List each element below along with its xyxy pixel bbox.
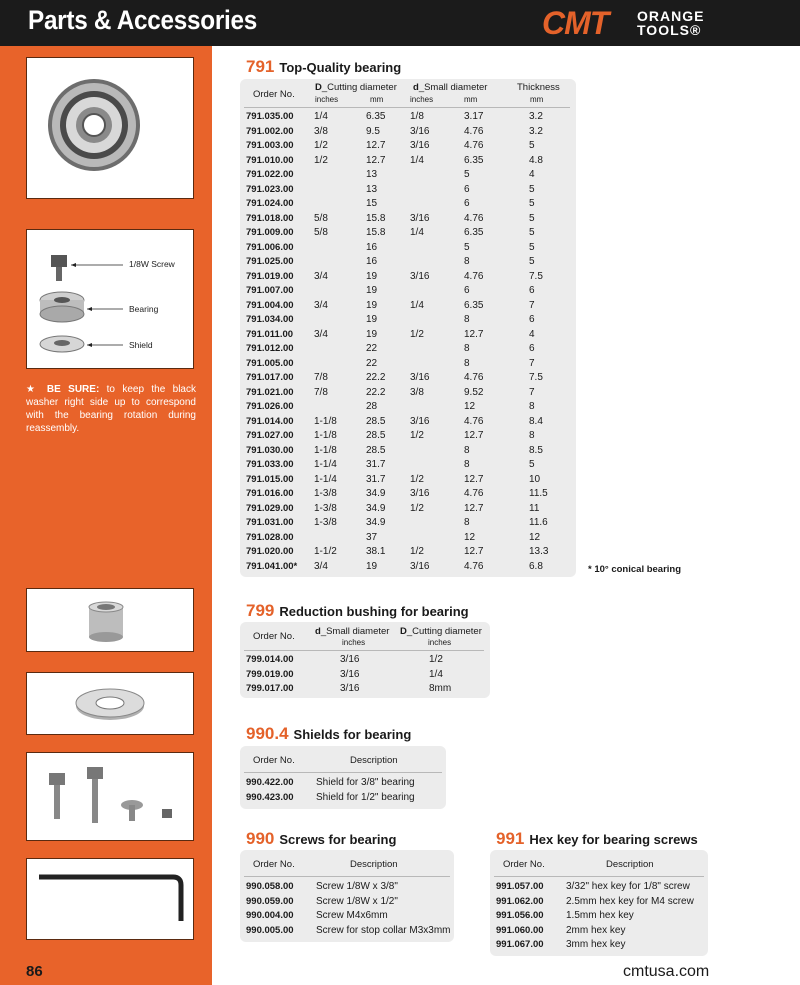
order-number: 791.025.00: [246, 256, 294, 267]
table-cell: 22: [366, 343, 378, 354]
bushing-image: [27, 589, 193, 651]
shield-image: [27, 673, 193, 734]
order-number: 791.002.00: [246, 125, 294, 137]
order-number: 791.011.00: [246, 328, 294, 340]
order-number: 791.031.00: [246, 517, 294, 528]
table-cell: 3/16: [410, 140, 430, 151]
col-cutting: [400, 626, 482, 637]
table-cell: 12.7: [464, 430, 484, 441]
order-number: 791.018.00: [246, 212, 294, 224]
table-cell: 8: [464, 343, 470, 354]
table-cell: 7/8: [314, 386, 328, 398]
table-cell: 1-3/8: [314, 502, 337, 514]
col-cutting-label: _Cutting diameter: [321, 82, 397, 93]
footer-url[interactable]: cmtusa.com: [623, 963, 710, 980]
table-cell: 3/4: [314, 299, 328, 311]
table-991: [490, 850, 708, 956]
table-cell: 5: [529, 459, 535, 470]
order-number: 791.028.00: [246, 531, 294, 543]
table-cell: 19: [366, 328, 378, 340]
table-791: [240, 79, 576, 577]
order-number: 791.029.00: [246, 502, 294, 514]
table-cell: 3.2: [529, 111, 543, 122]
order-number: 799.014.00: [246, 654, 294, 665]
table-cell: 4.8: [529, 154, 543, 166]
table-cell: 8: [464, 444, 470, 456]
table-cell: 7.5: [529, 372, 543, 383]
order-number: 791.016.00: [246, 488, 294, 499]
section-990-name: Screws for bearing: [279, 832, 397, 847]
table-990: [240, 850, 454, 942]
table-cell: 28.5: [366, 444, 386, 456]
be-sure-note: [26, 383, 196, 435]
order-number: 791.041.00*: [246, 560, 298, 572]
table-cell: 3/16: [410, 372, 430, 383]
order-number: 791.007.00: [246, 285, 294, 296]
table-cell: 6.35: [464, 227, 484, 238]
table-cell: 1/2: [410, 546, 424, 557]
table-cell: 3/4: [314, 328, 328, 340]
section-990-number: 990: [246, 829, 275, 848]
be-sure-text: to keep the black washer right side up to correspond with the bearing rotation during reassembly.: [26, 384, 196, 434]
table-cell: 12: [529, 531, 541, 543]
table-cell: 3/16: [410, 212, 430, 224]
brand-sub: [637, 9, 704, 37]
table-cell: 3/16: [410, 415, 430, 427]
col-description: Description: [350, 859, 398, 870]
order-number: 791.020.00: [246, 546, 294, 557]
unit-mm-1: mm: [370, 95, 384, 104]
table-cell: 4.76: [464, 270, 484, 282]
table-cell: Shield for 3/8" bearing: [316, 777, 415, 788]
col-thickness: Thickness: [517, 82, 560, 93]
table-cell: 8: [464, 517, 470, 528]
order-number: 799.019.00: [246, 668, 294, 680]
table-cell: 6.35: [366, 111, 386, 122]
table-cell: 19: [366, 314, 378, 325]
table-cell: 3/16: [340, 654, 360, 665]
table-cell: 6: [529, 343, 535, 354]
col-cutting: [315, 82, 397, 93]
table-cell: 28.5: [366, 415, 386, 427]
table-cell: 3.17: [464, 111, 484, 122]
section-799-name: Reduction bushing for bearing: [279, 604, 469, 619]
bearing-assembly-diagram: [27, 230, 193, 368]
order-number: 791.026.00: [246, 401, 294, 412]
table-cell: Screw 1/8W x 1/2": [316, 895, 398, 907]
table-cell: 1/4: [314, 111, 328, 122]
order-number: 991.067.00: [496, 939, 544, 950]
table-cell: 12: [464, 401, 476, 412]
table-cell: 6: [529, 285, 535, 296]
col-cutting-label: _Cutting diameter: [406, 626, 482, 637]
table-cell: 4.76: [464, 125, 484, 137]
table-cell: 8: [464, 256, 470, 267]
brand-line2: TOOLS®: [637, 22, 702, 38]
table-cell: 7/8: [314, 372, 328, 383]
table-cell: 37: [366, 531, 378, 543]
shield-photo-panel: [26, 672, 194, 735]
bearing-image: [27, 58, 193, 198]
table-cell: 3.2: [529, 125, 543, 137]
col-order: Order No.: [503, 859, 545, 870]
table-cell: 5: [529, 227, 535, 238]
table-cell: 3/16: [410, 560, 430, 572]
table-cell: 6.35: [464, 154, 484, 166]
table-cell: 1/8: [410, 111, 424, 122]
table-cell: 31.7: [366, 459, 386, 470]
order-number: 791.022.00: [246, 169, 294, 180]
section-799-number: 799: [246, 601, 275, 620]
table-cell: 6: [464, 198, 470, 209]
table-cell: 6: [464, 285, 470, 296]
table-cell: 7: [529, 299, 535, 311]
unit-inches-1: inches: [315, 95, 339, 104]
table-cell: 4.76: [464, 415, 484, 427]
conical-note: * 10° conical bearing: [588, 564, 682, 575]
bearing-assembly-panel: [26, 229, 194, 369]
table-cell: 10: [529, 473, 541, 485]
table-cell: 11.6: [529, 517, 548, 528]
unit-inches-2: inches: [428, 638, 452, 647]
table-cell: 1/2: [314, 154, 328, 166]
table-cell: Screw 1/8W x 3/8": [316, 881, 398, 892]
table-cell: 1-1/8: [314, 430, 337, 441]
section-799-title: [246, 601, 469, 621]
order-number: 990.059.00: [246, 895, 294, 907]
star-icon: ★: [26, 384, 40, 395]
header-rule: [494, 876, 704, 877]
table-cell: 5: [529, 198, 535, 209]
table-cell: 1/4: [410, 227, 424, 238]
table-cell: 2mm hex key: [566, 924, 626, 936]
table-cell: 5: [529, 241, 535, 253]
unit-inches-2: inches: [410, 95, 434, 104]
table-cell: 28: [366, 401, 378, 412]
header-rule: [244, 772, 442, 773]
order-number: 791.027.00: [246, 430, 294, 441]
table-cell: 19: [366, 299, 378, 311]
table-cell: 13: [366, 169, 378, 180]
order-number: 990.423.00: [246, 791, 294, 803]
table-cell: 16: [366, 241, 378, 253]
table-cell: 3/8: [410, 386, 424, 398]
col-order: Order No.: [253, 859, 295, 870]
table-cell: 4.76: [464, 140, 484, 151]
table-cell: 1-3/8: [314, 517, 337, 528]
order-number: 791.003.00: [246, 140, 294, 151]
table-cell: 8.5: [529, 444, 543, 456]
order-number: 991.062.00: [496, 895, 544, 907]
callout-screw: 1/8W Screw: [129, 259, 175, 269]
hex-key-photo-panel: [26, 858, 194, 940]
table-cell: 1/4: [429, 668, 443, 680]
page-number: 86: [26, 963, 43, 980]
be-sure-label: BE SURE:: [46, 384, 100, 395]
unit-mm-2: mm: [464, 95, 478, 104]
table-cell: 12: [464, 531, 476, 543]
table-cell: 22.2: [366, 386, 386, 398]
table-cell: 3/16: [410, 270, 430, 282]
table-cell: 4: [529, 169, 535, 180]
table-cell: 8: [464, 459, 470, 470]
table-cell: 3/16: [410, 125, 430, 137]
table-cell: 1/2: [410, 328, 424, 340]
table-cell: 9.5: [366, 125, 380, 137]
section-990-title: [246, 829, 396, 849]
table-cell: 6: [529, 314, 535, 325]
table-cell: 5/8: [314, 227, 328, 238]
table-cell: 5: [529, 212, 535, 224]
table-cell: 13.3: [529, 546, 549, 557]
table-cell: 1/4: [410, 299, 424, 311]
header-rule: [244, 650, 484, 651]
table-cell: 8: [464, 357, 470, 369]
table-cell: 1/2: [410, 502, 424, 514]
brand-main: CMT: [542, 5, 609, 41]
table-cell: 12.7: [464, 502, 484, 514]
order-number: 990.422.00: [246, 777, 294, 788]
table-cell: 5/8: [314, 212, 328, 224]
table-cell: Screw M4x6mm: [316, 910, 388, 921]
table-cell: 4.76: [464, 372, 484, 383]
table-cell: 19: [366, 560, 378, 572]
order-number: 791.019.00: [246, 270, 294, 282]
col-description: Description: [350, 755, 398, 766]
table-cell: 8mm: [429, 683, 452, 694]
table-cell: 1.5mm hex key: [566, 910, 634, 921]
table-cell: 3/4: [314, 270, 328, 282]
table-cell: 4.76: [464, 212, 484, 224]
table-cell: 12.7: [366, 154, 386, 166]
table-cell: 31.7: [366, 473, 386, 485]
table-cell: 1-1/8: [314, 444, 337, 456]
order-number: 791.035.00: [246, 111, 294, 122]
table-cell: 15: [366, 198, 378, 209]
hex-key-image: [27, 859, 193, 939]
header-rule: [244, 107, 570, 108]
section-9904-name: Shields for bearing: [293, 727, 412, 742]
table-cell: 1/2: [410, 430, 424, 441]
table-cell: 11: [529, 502, 540, 514]
col-description: Description: [606, 859, 654, 870]
order-number: 791.034.00: [246, 314, 294, 325]
col-cutting-symbol: D: [315, 82, 322, 93]
table-cell: 34.9: [366, 517, 386, 528]
order-number: 990.005.00: [246, 924, 294, 936]
table-cell: 12.7: [464, 328, 484, 340]
order-number: 791.014.00: [246, 415, 294, 427]
table-cell: 12.7: [464, 546, 484, 557]
col-small: [315, 626, 389, 637]
order-number: 799.017.00: [246, 683, 294, 694]
section-791-name: Top-Quality bearing: [279, 60, 402, 75]
table-cell: 9.52: [464, 386, 484, 398]
top-bar: [0, 0, 800, 46]
order-number: 791.009.00: [246, 227, 294, 238]
col-small-label: _Small diameter: [418, 82, 488, 93]
table-cell: 1-3/8: [314, 488, 337, 499]
table-cell: Shield for 1/2" bearing: [316, 791, 415, 803]
col-small: [413, 82, 487, 93]
table-cell: 1/2: [314, 140, 328, 151]
screws-photo-panel: [26, 752, 194, 841]
table-cell: 19: [366, 285, 378, 296]
table-cell: 5: [529, 256, 535, 267]
order-number: 791.012.00: [246, 343, 294, 354]
table-cell: 3/4: [314, 560, 328, 572]
table-cell: 3/32" hex key for 1/8" screw: [566, 881, 690, 892]
table-cell: 13: [366, 183, 378, 195]
col-order: Order No.: [253, 755, 295, 766]
table-cell: 3/16: [340, 668, 360, 680]
table-cell: 15.8: [366, 227, 386, 238]
table-cell: 15.8: [366, 212, 386, 224]
table-799: [240, 622, 490, 698]
table-cell: Screw for stop collar M3x3mm: [316, 924, 451, 936]
order-number: 791.021.00: [246, 386, 294, 398]
table-cell: 16: [366, 256, 378, 267]
order-number: 791.017.00: [246, 372, 294, 383]
section-791-title: [246, 57, 401, 77]
section-9904-number: 990.4: [246, 724, 289, 743]
table-cell: 7: [529, 357, 535, 369]
col-small-symbol: d: [413, 82, 419, 93]
order-number: 791.006.00: [246, 241, 294, 253]
table-cell: 34.9: [366, 488, 386, 499]
unit-inches-1: inches: [342, 638, 366, 647]
col-small-symbol: d: [315, 626, 321, 637]
table-cell: 1-1/2: [314, 546, 337, 557]
table-cell: 22.2: [366, 372, 386, 383]
order-number: 991.060.00: [496, 924, 544, 936]
table-cell: 6.8: [529, 560, 543, 572]
col-order: Order No.: [253, 89, 295, 100]
table-cell: 8: [464, 314, 470, 325]
order-number: 990.004.00: [246, 910, 294, 921]
table-cell: 19: [366, 270, 378, 282]
table-cell: 2.5mm hex key for M4 screw: [566, 895, 694, 907]
order-number: 791.033.00: [246, 459, 294, 470]
table-9904: [240, 746, 446, 809]
unit-mm-3: mm: [530, 95, 544, 104]
order-number: 990.058.00: [246, 881, 294, 892]
table-cell: 1-1/8: [314, 415, 337, 427]
col-order: Order No.: [253, 631, 295, 642]
table-cell: 3/8: [314, 125, 328, 137]
bearing-photo-panel: [26, 57, 194, 199]
section-991-number: 991: [496, 829, 525, 848]
table-cell: 7: [529, 386, 535, 398]
col-small-label: _Small diameter: [320, 626, 390, 637]
table-cell: 6.35: [464, 299, 484, 311]
section-9904-title: [246, 724, 411, 744]
table-cell: 38.1: [366, 546, 386, 557]
callout-bearing: Bearing: [129, 304, 159, 314]
order-number: 791.005.00: [246, 357, 294, 369]
table-cell: 8.4: [529, 415, 543, 427]
table-cell: 12.7: [464, 473, 484, 485]
table-cell: 1/2: [410, 473, 424, 485]
callout-shield: Shield: [129, 340, 153, 350]
order-number: 791.024.00: [246, 198, 294, 209]
order-number: 791.023.00: [246, 183, 294, 195]
order-number: 791.004.00: [246, 299, 294, 311]
section-991-title: [496, 829, 698, 849]
table-cell: 3/16: [410, 488, 430, 499]
table-cell: 3/16: [340, 683, 360, 694]
table-cell: 4.76: [464, 488, 484, 499]
page-title: Parts & Accessories: [28, 5, 258, 35]
table-cell: 6: [464, 183, 470, 195]
order-number: 791.030.00: [246, 444, 294, 456]
bushing-photo-panel: [26, 588, 194, 652]
table-cell: 28.5: [366, 430, 386, 441]
table-cell: 4: [529, 328, 535, 340]
section-991-name: Hex key for bearing screws: [529, 832, 698, 847]
order-number: 791.010.00: [246, 154, 294, 166]
screws-image: [27, 753, 193, 840]
table-cell: 1/2: [429, 654, 443, 665]
brand-line1: ORANGE: [637, 8, 705, 24]
order-number: 791.015.00: [246, 473, 294, 485]
table-cell: 1/4: [410, 154, 424, 166]
table-cell: 3mm hex key: [566, 939, 626, 950]
table-cell: 5: [464, 169, 470, 180]
table-cell: 1-1/4: [314, 473, 337, 485]
col-cutting-symbol: D: [400, 626, 407, 637]
table-cell: 11.5: [529, 488, 548, 499]
table-cell: 5: [464, 241, 470, 253]
table-cell: 5: [529, 140, 535, 151]
table-cell: 4.76: [464, 560, 484, 572]
table-cell: 34.9: [366, 502, 386, 514]
section-791-number: 791: [246, 57, 275, 76]
table-cell: 1-1/4: [314, 459, 337, 470]
table-cell: 5: [529, 183, 535, 195]
table-cell: 8: [529, 401, 535, 412]
order-number: 991.057.00: [496, 881, 544, 892]
order-number: 991.056.00: [496, 910, 544, 921]
table-cell: 12.7: [366, 140, 386, 151]
header-rule: [244, 876, 450, 877]
table-cell: 7.5: [529, 270, 543, 282]
table-cell: 8: [529, 430, 535, 441]
table-cell: 22: [366, 357, 378, 369]
